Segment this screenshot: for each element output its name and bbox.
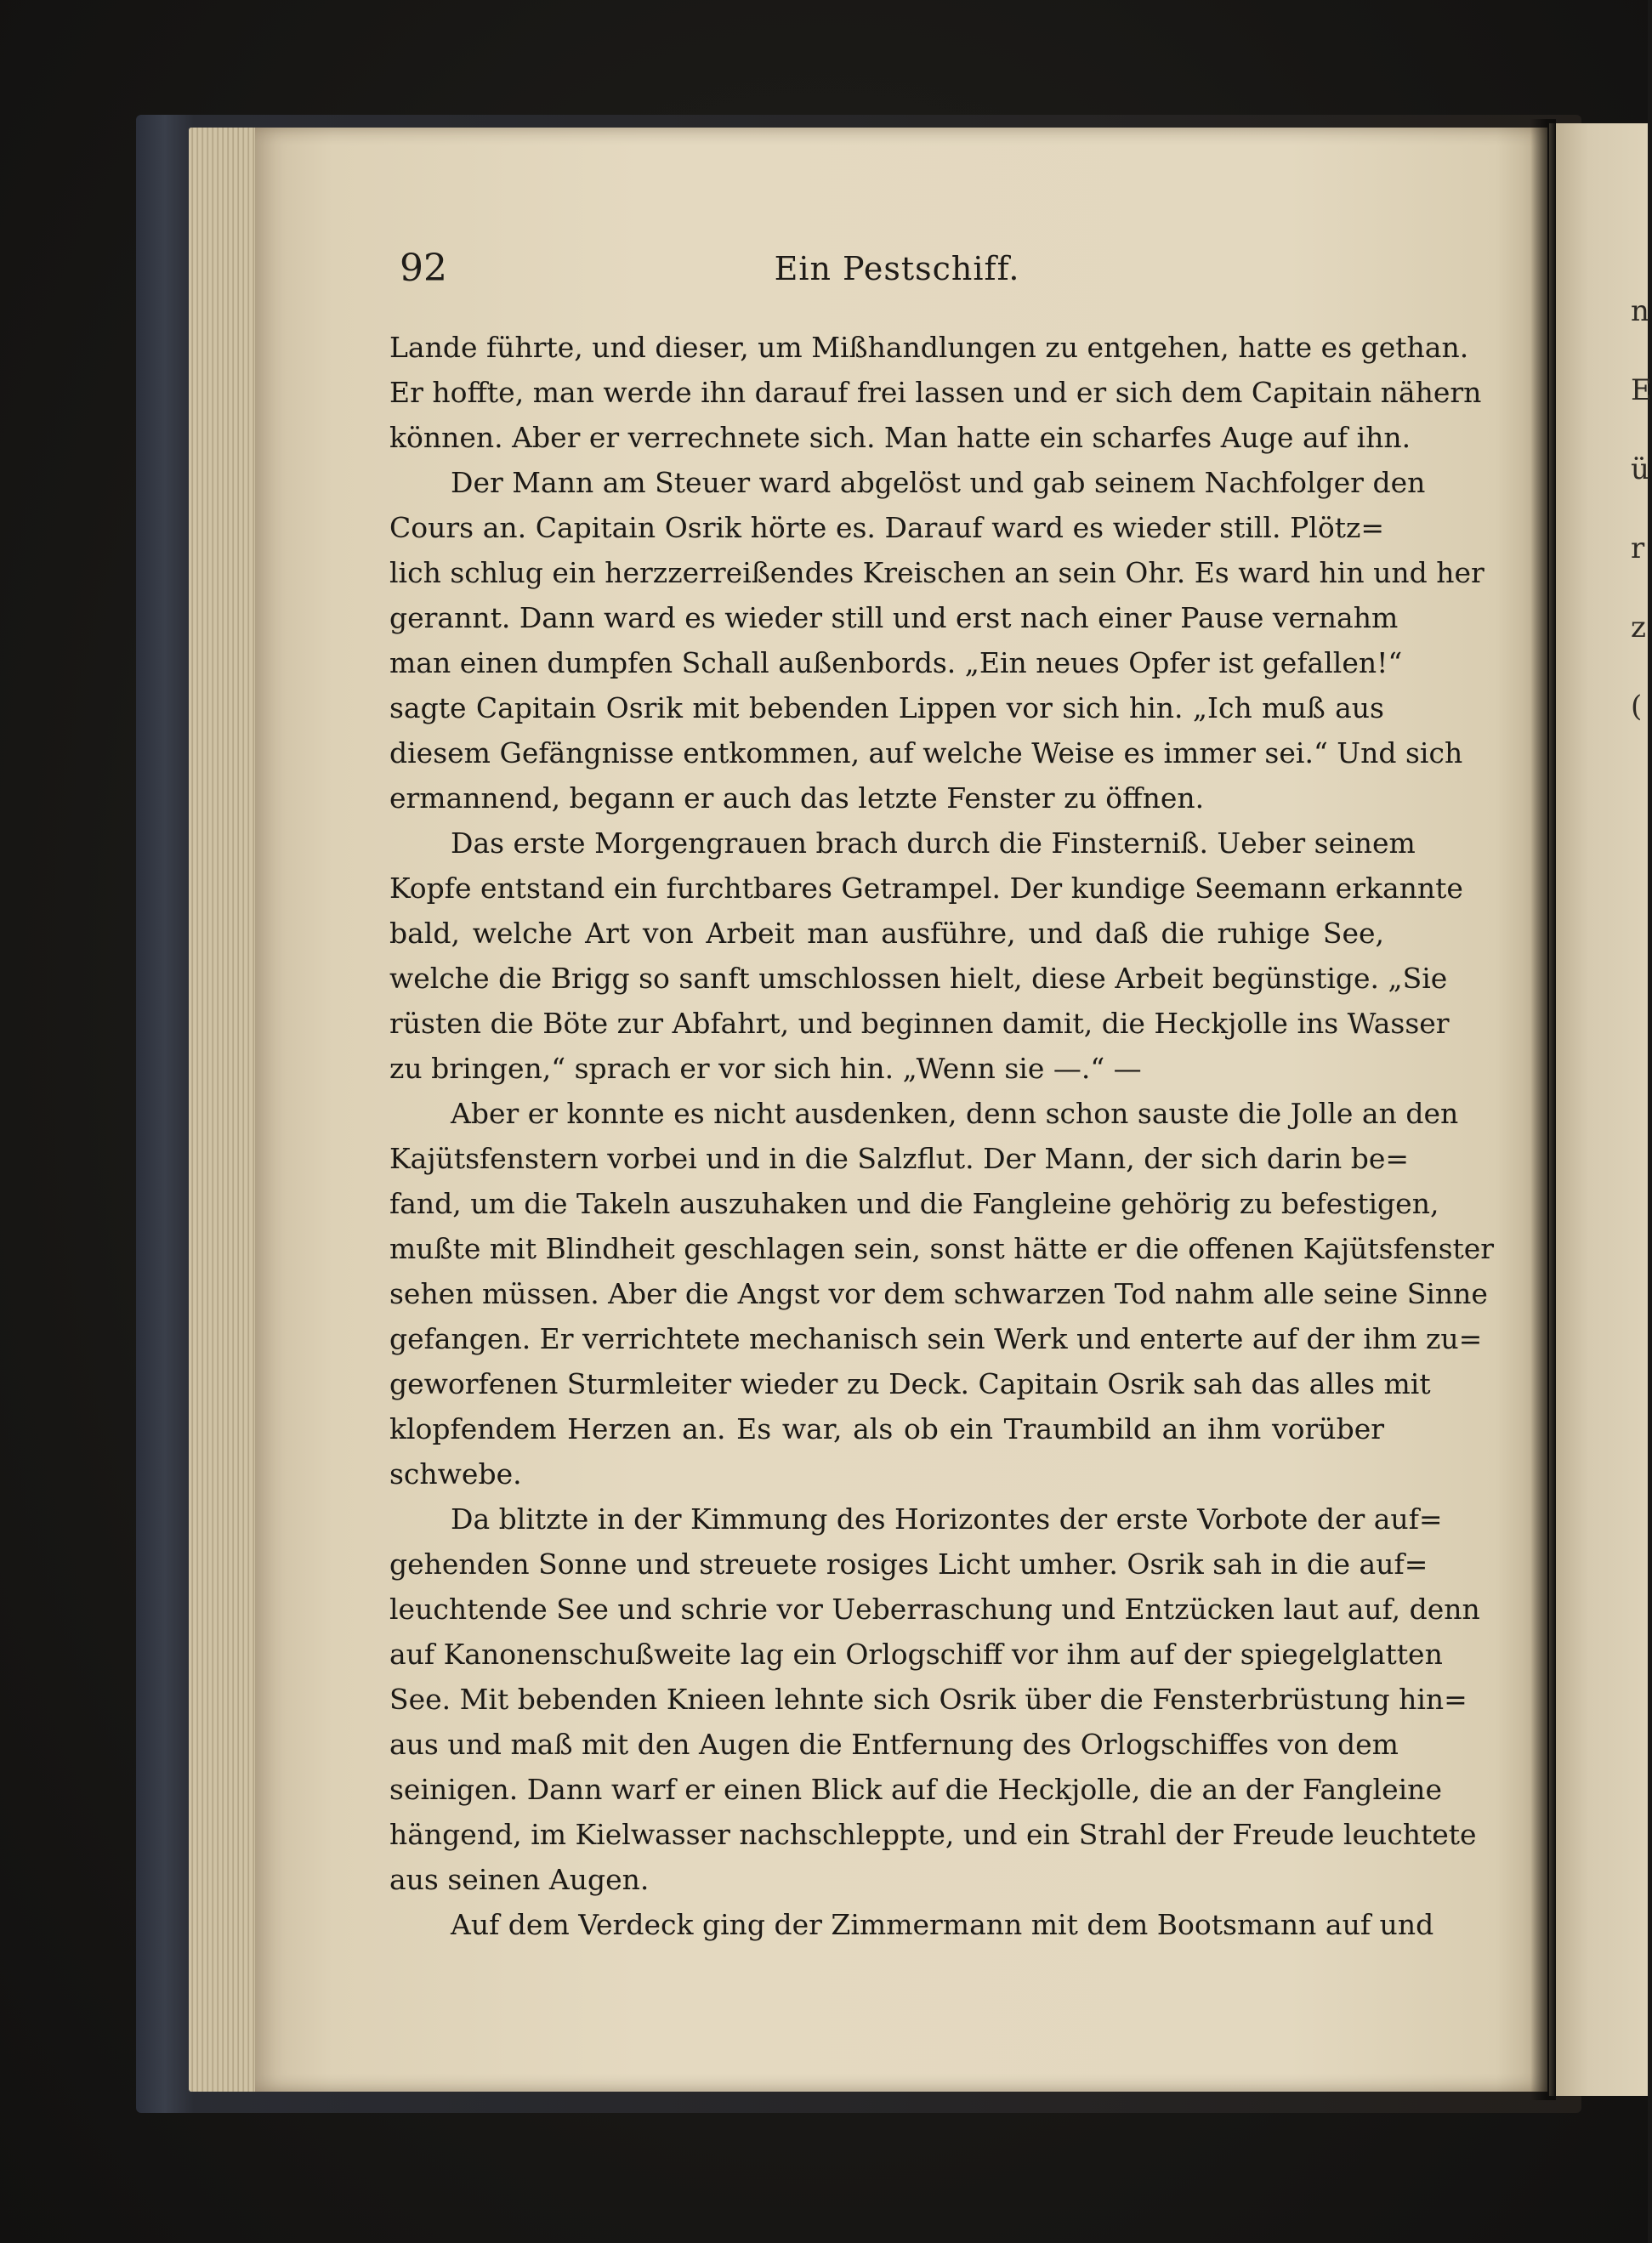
fragment: n xyxy=(1631,294,1649,328)
body-text xyxy=(389,325,1495,1947)
adjacent-page-fragments xyxy=(1631,272,1652,747)
text-line: können. Aber er verrechnete sich. Man hatte ein scharfes Auge auf ihn. xyxy=(389,421,1411,454)
text-line: Das erste Morgengrauen brach durch die Finsterniß. Ueber seinem xyxy=(451,826,1416,860)
text-line: hängend, im Kielwasser nachschleppte, und ein Strahl der Freude leuchtete xyxy=(389,1818,1477,1851)
gutter-shadow xyxy=(1530,119,1556,2100)
running-title: Ein Pestschiff. xyxy=(774,250,1020,287)
text-line: Kopfe entstand ein furchtbares Getrampel. Der kundige Seemann erkannte xyxy=(389,872,1463,905)
text-line: Er hoffte, man werde ihn darauf frei lassen und er sich dem Capitain nähern xyxy=(389,376,1482,409)
text-line: geworfenen Sturmleiter wieder zu Deck. Capitain Osrik sah das alles mit xyxy=(389,1367,1431,1400)
text-line: fand, um die Takeln auszuhaken und die Fangleine gehörig zu befestigen, xyxy=(389,1187,1439,1220)
text-line: gerannt. Dann ward es wieder still und erst nach einer Pause vernahm xyxy=(389,601,1399,634)
text-line: diesem Gefängnisse entkommen, auf welche Weise es immer sei.“ Und sich xyxy=(389,736,1463,769)
text-line: Der Mann am Steuer ward abgelöst und gab seinem Nachfolger den xyxy=(451,466,1426,499)
text-line: lich schlug ein herzzerreißendes Kreischen an sein Ohr. Es ward hin und her xyxy=(389,556,1485,589)
text-line: rüsten die Böte zur Abfahrt, und beginnen damit, die Heckjolle ins Wasser xyxy=(389,1007,1450,1040)
fragment: ( xyxy=(1631,690,1643,724)
text-line: sagte Capitain Osrik mit bebenden Lippen vor sich hin. „Ich muß aus xyxy=(389,691,1384,724)
text-line: Aber er konnte es nicht ausdenken, denn schon sauste die Jolle an den xyxy=(451,1097,1459,1130)
text-line: aus seinen Augen. xyxy=(389,1863,650,1896)
text-line: See. Mit bebenden Knieen lehnte sich Osrik über die Fensterbrüstung hin= xyxy=(389,1683,1467,1716)
fragment: ü xyxy=(1631,452,1649,486)
text-line: aus und maß mit den Augen die Entfernung des Orlogschiffes von dem xyxy=(389,1728,1399,1761)
text-line: bald, welche Art von Arbeit man ausführe, und daß die ruhige See, xyxy=(389,917,1384,950)
text-line: klopfendem Herzen an. Es war, als ob ein Traumbild an ihm vorüber xyxy=(389,1412,1384,1445)
fragment: z xyxy=(1631,610,1646,645)
text-line: seinigen. Dann warf er einen Blick auf die Heckjolle, die an der Fangleine xyxy=(389,1773,1442,1806)
text-line: Cours an. Capitain Osrik hörte es. Darauf ward es wieder still. Plötz= xyxy=(389,511,1384,544)
text-line: Auf dem Verdeck ging der Zimmermann mit dem Bootsmann auf und xyxy=(451,1908,1434,1941)
text-line: gehenden Sonne und streuete rosiges Licht umher. Osrik sah in die auf= xyxy=(389,1547,1428,1581)
text-line: sehen müssen. Aber die Angst vor dem schwarzen Tod nahm alle seine Sinne xyxy=(389,1277,1488,1310)
text-line: gefangen. Er verrichtete mechanisch sein Werk und enterte auf der ihm zu= xyxy=(389,1322,1483,1355)
fragment: r xyxy=(1631,531,1645,565)
text-line: mußte mit Blindheit geschlagen sein, sonst hätte er die offenen Kajütsfenster xyxy=(389,1232,1495,1265)
text-line: welche die Brigg so sanft umschlossen hielt, diese Arbeit begünstige. „Sie xyxy=(389,962,1448,995)
text-line: auf Kanonenschußweite lag ein Orlogschiff vor ihm auf der spiegelglatten xyxy=(389,1638,1443,1671)
text-line: ermannend, begann er auch das letzte Fenster zu öffnen. xyxy=(389,781,1205,815)
page-number: 92 xyxy=(400,247,447,290)
text-line: zu bringen,“ sprach er vor sich hin. „Wenn sie —.“ — xyxy=(389,1052,1142,1085)
text-line: leuchtende See und schrie vor Ueberraschung und Entzücken laut auf, denn xyxy=(389,1593,1480,1626)
text-line: man einen dumpfen Schall außenbords. „Ein neues Opfer ist gefallen!“ xyxy=(389,646,1403,679)
fragment: E xyxy=(1631,373,1652,407)
text-line: Kajütsfenstern vorbei und in die Salzflut. Der Mann, der sich darin be= xyxy=(389,1142,1410,1175)
page-header xyxy=(400,247,1394,298)
text-line: Da blitzte in der Kimmung des Horizontes der erste Vorbote der auf= xyxy=(451,1502,1443,1536)
text-line: Lande führte, und dieser, um Mißhandlungen zu entgehen, hatte es gethan. xyxy=(389,331,1469,364)
text-line: schwebe. xyxy=(389,1457,522,1491)
